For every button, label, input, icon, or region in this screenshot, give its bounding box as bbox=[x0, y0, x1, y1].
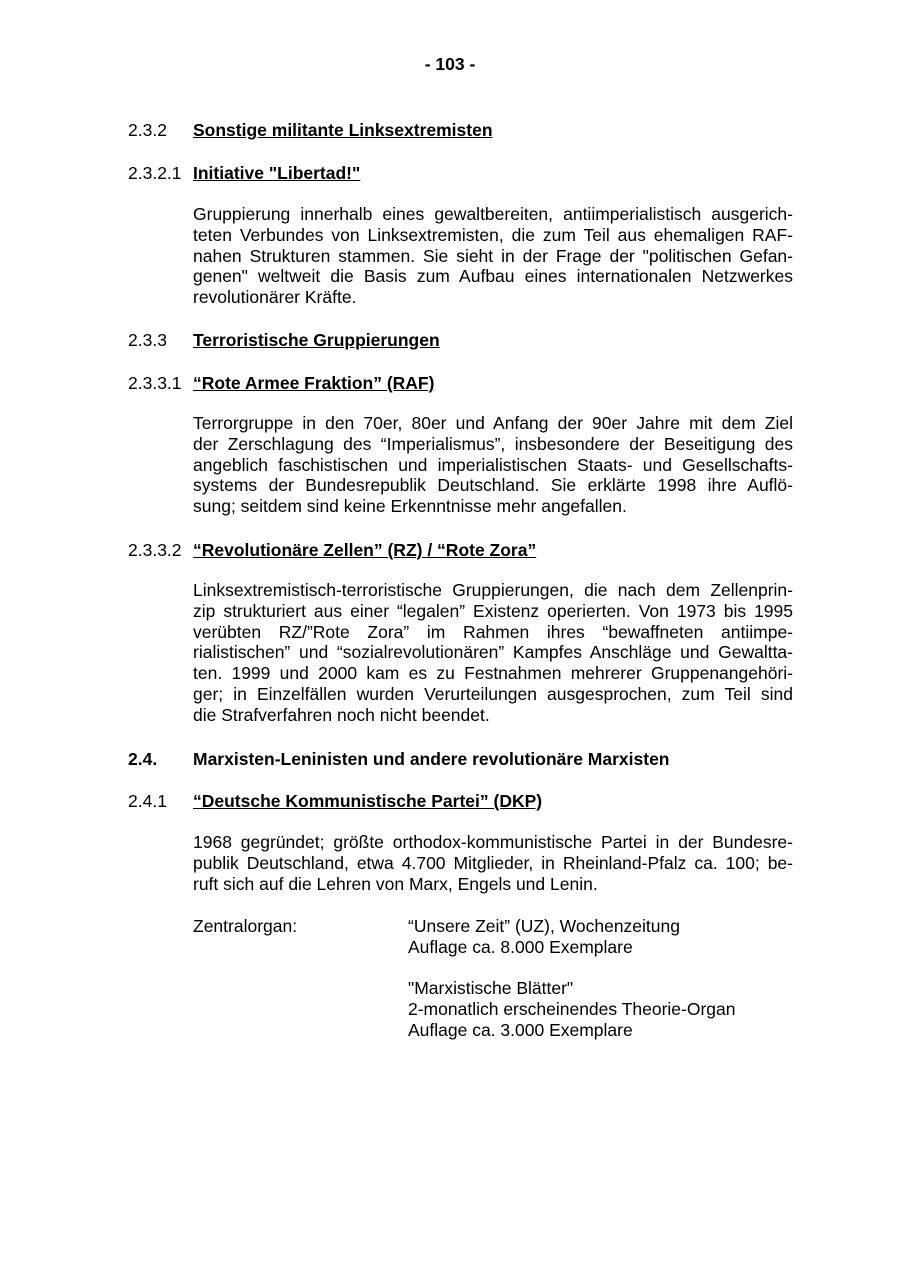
heading-2-4-1 bbox=[128, 790, 542, 812]
paragraph-line: 1968 gegründet; größte orthodox-kommunistische Partei in der Bundesre- bbox=[193, 832, 793, 852]
section-title: Terroristische Gruppierungen bbox=[193, 330, 440, 350]
heading-2-3-3-1 bbox=[128, 372, 434, 394]
paragraph-line: ten. 1999 und 2000 kam es zu Festnahmen mehrerer Gruppenangehöri- bbox=[193, 663, 793, 684]
section-number: 2.3.2.1 bbox=[128, 163, 182, 183]
zentralorgan-label: Zentralorgan: bbox=[193, 916, 298, 936]
section-title: Marxisten-Leninisten und andere revolutionäre Marxisten bbox=[193, 749, 670, 769]
heading-2-3-3-2 bbox=[128, 539, 536, 561]
paragraph-line: zip strukturiert aus einer “legalen” Existenz operierten. Von 1973 bis 1995 bbox=[193, 600, 793, 621]
paragraph-line: genen" weltweit die Basis zum Aufbau eines internationalen Netzwerkes bbox=[193, 266, 793, 287]
heading-2-3-3 bbox=[128, 329, 440, 351]
publication-line: 2-monatlich erscheinendes Theorie-Organ bbox=[408, 998, 736, 1019]
section-number: 2.3.2 bbox=[128, 120, 167, 140]
paragraph-line: revolutionärer Kräfte. bbox=[193, 287, 357, 308]
section-number: 2.4. bbox=[128, 749, 158, 769]
paragraph-line: ruft sich auf die Lehren von Marx, Engels und Lenin. bbox=[193, 873, 598, 894]
paragraph-line: publik Deutschland, etwa 4.700 Mitglieder, in Rheinland-Pfalz ca. 100; be- bbox=[193, 852, 793, 873]
publication-marxistische-blaetter bbox=[408, 978, 736, 1040]
section-number: 2.4.1 bbox=[128, 791, 167, 811]
publication-line: “Unsere Zeit” (UZ), Wochenzeitung bbox=[408, 916, 680, 936]
publication-line: Auflage ca. 8.000 Exemplare bbox=[408, 936, 633, 957]
paragraph-libertad bbox=[193, 204, 793, 308]
publication-line: "Marxistische Blätter" bbox=[408, 978, 574, 998]
paragraph-line: sung; seitdem sind keine Erkenntnisse mehr angefallen. bbox=[193, 496, 627, 517]
paragraph-line: teten Verbundes von Linksextremisten, die zum Teil aus ehemaligen RAF- bbox=[193, 224, 793, 245]
paragraph-line: verübten RZ/”Rote Zora” im Rahmen ihres “bewaffneten antiimpe- bbox=[193, 621, 793, 642]
paragraph-line: ger; in Einzelfällen wurden Verurteilungen ausgesprochen, zum Teil sind bbox=[193, 683, 793, 704]
paragraph-line: Terrorgruppe in den 70er, 80er und Anfang der 90er Jahre mit dem Ziel bbox=[193, 413, 793, 433]
publication-line: Auflage ca. 3.000 Exemplare bbox=[408, 1019, 633, 1040]
paragraph-rz bbox=[193, 580, 793, 726]
heading-2-3-2 bbox=[128, 119, 493, 141]
section-title: “Revolutionäre Zellen” (RZ) / “Rote Zora” bbox=[193, 540, 537, 560]
section-title: “Deutsche Kommunistische Partei” (DKP) bbox=[193, 791, 543, 811]
section-title: “Rote Armee Fraktion” (RAF) bbox=[193, 373, 435, 393]
page-number: - 103 - bbox=[424, 54, 476, 74]
paragraph-dkp bbox=[193, 832, 793, 894]
heading-2-4 bbox=[128, 748, 670, 770]
section-number: 2.3.3.1 bbox=[128, 373, 182, 393]
section-title: Sonstige militante Linksextremisten bbox=[193, 120, 493, 140]
publication-uz bbox=[408, 916, 680, 958]
section-number: 2.3.3.2 bbox=[128, 540, 182, 560]
section-title: Initiative "Libertad!" bbox=[193, 163, 361, 183]
section-number: 2.3.3 bbox=[128, 330, 167, 350]
paragraph-line: Gruppierung innerhalb eines gewaltbereiten, antiimperialistisch ausgerich- bbox=[193, 204, 793, 224]
paragraph-line: systems der Bundesrepublik Deutschland. Sie erklärte 1998 ihre Auflö- bbox=[193, 475, 793, 496]
paragraph-raf bbox=[193, 413, 793, 517]
paragraph-line: der Zerschlagung des “Imperialismus”, insbesondere der Beseitigung des bbox=[193, 433, 793, 454]
paragraph-line: angeblich faschistischen und imperialistischen Staats- und Gesellschafts- bbox=[193, 454, 793, 475]
heading-2-3-2-1 bbox=[128, 162, 360, 184]
paragraph-line: nahen Strukturen stammen. Sie sieht in der Frage der "politischen Gefan- bbox=[193, 245, 793, 266]
paragraph-line: rialistischen” und “sozialrevolutionären” Kampfes Anschläge und Gewaltta- bbox=[193, 642, 793, 663]
paragraph-line: Linksextremistisch-terroristische Gruppierungen, die nach dem Zellenprin- bbox=[193, 580, 793, 600]
paragraph-line: die Strafverfahren noch nicht beendet. bbox=[193, 704, 490, 725]
